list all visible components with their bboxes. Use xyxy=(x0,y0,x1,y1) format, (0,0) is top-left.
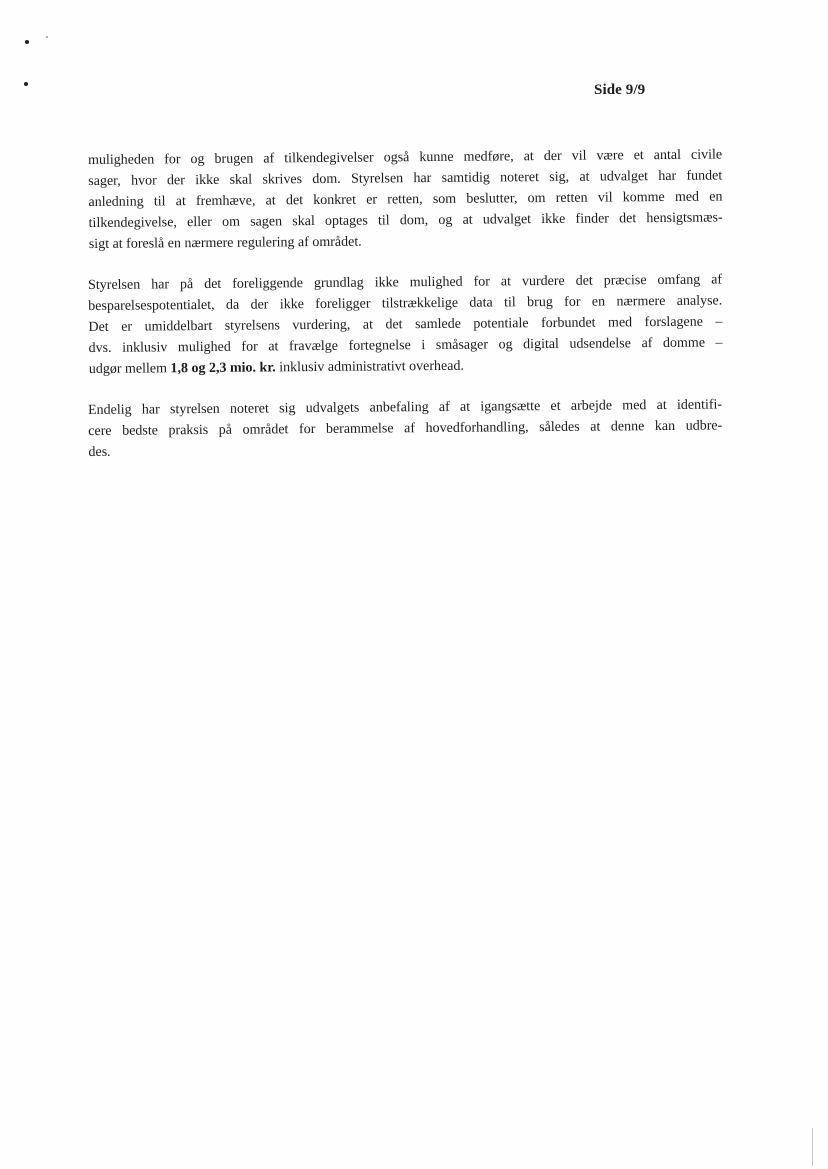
scan-speck xyxy=(46,36,48,38)
text-line: cere bedste praksis på området for berammelse af hovedforhandling, således at denne kan udbre- xyxy=(88,418,723,439)
paragraph-1 xyxy=(88,144,723,255)
text-run: udgør mellem xyxy=(88,361,171,377)
text-line: Styrelsen har på det foreliggende grundlag ikke mulighed for at vurdere det præcise omfang af xyxy=(88,272,723,293)
text-line: des. xyxy=(88,444,111,460)
savings-amount: 1,8 og 2,3 mio. kr. xyxy=(170,360,276,377)
text-line: Endelig har styrelsen noteret sig udvalgets anbefaling af at igangsætte et arbejde med at identifi- xyxy=(88,397,723,418)
body-text xyxy=(88,147,723,483)
text-line: besparelsespotentialet, da der ikke foreligger tilstrækkelige data til brug for en nærmere analyse. xyxy=(88,293,723,314)
scan-edge-mark xyxy=(812,1128,813,1166)
scan-speck xyxy=(25,40,29,44)
text-line: dvs. inklusiv mulighed for at fravælge fortegnelse i småsager og digital udsendelse af domme – xyxy=(88,335,723,356)
text-line: sigt at foreslå en nærmere regulering af området. xyxy=(88,234,362,252)
paragraph-2 xyxy=(88,269,723,380)
page-number: Side 9/9 xyxy=(594,82,646,98)
paragraph-3 xyxy=(88,394,723,463)
text-line: muligheden for og brugen af tilkendegivelser også kunne medføre, at der vil være et antal civile xyxy=(88,147,723,168)
scan-speck xyxy=(24,82,28,86)
text-line: Det er umiddelbart styrelsens vurdering, at det samlede potentiale forbundet med forslagene – xyxy=(88,314,723,335)
text-line: sager, hvor der ikke skal skrives dom. Styrelsen har samtidig noteret sig, at udvalget har fundet xyxy=(88,168,723,189)
text-line: anledning til at fremhæve, at det konkret er retten, som beslutter, om retten vil komme med en xyxy=(88,189,723,210)
text-run: inklusiv administrativt overhead. xyxy=(275,358,465,376)
text-line xyxy=(89,353,723,380)
text-line: tilkendegivelse, eller om sagen skal optages til dom, og at udvalget ikke finder det hensigtsmæs- xyxy=(88,210,723,231)
